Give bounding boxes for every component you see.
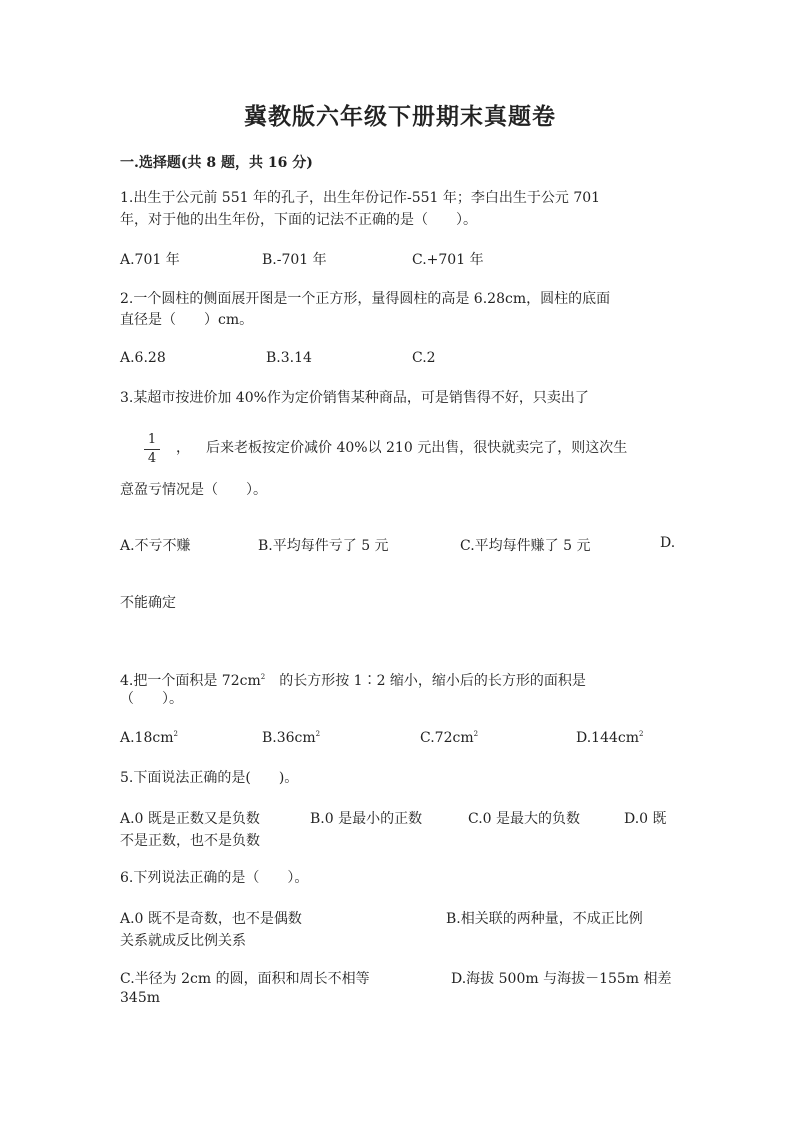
question-3-option-a: A.不亏不赚 (120, 538, 191, 554)
page-title: 冀教版六年级下册期末真题卷 (244, 103, 556, 130)
question-6-option-b: B.相关联的两种量，不成正比例 (446, 911, 643, 927)
question-1-line-1: 1.出生于公元前 551 年的孔子，出生年份记作-551 年；李白出生于公元 701 (120, 190, 601, 206)
question-3-comma: ， (176, 440, 190, 456)
question-5-option-c: C.0 是最大的负数 (468, 811, 581, 827)
section-heading: 一.选择题(共 8 题，共 16 分) (120, 155, 313, 171)
question-3-option-d-text: 不能确定 (120, 595, 176, 611)
question-6-option-a: A.0 既不是奇数，也不是偶数 (120, 911, 302, 927)
fraction-numerator: 1 (147, 432, 157, 447)
question-3-option-c: C.平均每件赚了 5 元 (460, 538, 591, 554)
question-6-option-b-cont: 关系就成反比例关系 (120, 933, 246, 949)
fraction-denominator: 4 (147, 451, 157, 466)
option-text: D.144cm (576, 730, 640, 746)
question-4-option-a (120, 730, 178, 746)
question-4-option-b (262, 730, 320, 746)
question-2-line-1: 2.一个圆柱的侧面展开图是一个正方形，量得圆柱的高是 6.28cm，圆柱的底面 (120, 291, 611, 307)
question-4-line-2: （ ）。 (120, 691, 183, 707)
question-3-option-b: B.平均每件亏了 5 元 (258, 538, 389, 554)
question-6-option-c: C.半径为 2cm 的圆，面积和周长不相等 (120, 971, 370, 987)
option-text: A.18cm (120, 730, 174, 746)
question-6-option-d-cont: 345m (120, 990, 160, 1006)
question-1-line-2: 年，对于他的出生年份，下面的记法不正确的是（ ）。 (120, 212, 477, 228)
question-4-option-c (420, 730, 478, 746)
question-3-option-d-label: D. (660, 535, 676, 551)
question-2-option-a: A.6.28 (120, 350, 166, 366)
question-5-option-a: A.0 既是正数又是负数 (120, 811, 260, 827)
superscript: 2 (473, 730, 479, 738)
question-2-option-b: B.3.14 (266, 350, 312, 366)
question-5-line-1: 5.下面说法正确的是( )。 (120, 770, 299, 786)
option-text: B.36cm (262, 730, 316, 746)
superscript: 2 (315, 730, 321, 738)
option-text: C.72cm (420, 730, 474, 746)
question-4-line-1 (120, 665, 586, 694)
superscript: 2 (260, 673, 266, 681)
question-5-option-d: D.0 既 (624, 811, 667, 827)
question-5-option-d-cont: 不是正数，也不是负数 (120, 833, 260, 849)
question-3-line-3: 意盈亏情况是（ ）。 (120, 482, 267, 498)
question-1-option-a: A.701 年 (120, 252, 180, 268)
question-2-option-c: C.2 (412, 350, 436, 366)
question-5-option-b: B.0 是最小的正数 (310, 811, 423, 827)
question-3-line-1: 3.某超市按进价加 40%作为定价销售某种商品，可是销售得不好，只卖出了 (120, 390, 589, 406)
question-4-text-a: 4.把一个面积是 72cm (120, 673, 261, 689)
superscript: 2 (639, 730, 644, 738)
question-6-line-1: 6.下列说法正确的是（ ）。 (120, 870, 309, 886)
question-6-option-d: D.海拔 500m 与海拔－155m 相差 (451, 971, 672, 987)
question-3-line-2: 后来老板按定价减价 40%以 210 元出售，很快就卖完了，则这次生 (206, 440, 628, 456)
question-2-line-2: 直径是（ ）cm。 (120, 312, 254, 328)
question-1-option-c: C.+701 年 (412, 252, 484, 268)
fraction-bar (144, 449, 160, 450)
question-1-option-b: B.-701 年 (262, 252, 327, 268)
question-4-option-d (576, 730, 643, 746)
question-4-text-b: 的长方形按 1∶2 缩小，缩小后的长方形的面积是 (279, 673, 586, 689)
superscript: 2 (173, 730, 178, 738)
fraction-one-quarter (144, 432, 160, 467)
